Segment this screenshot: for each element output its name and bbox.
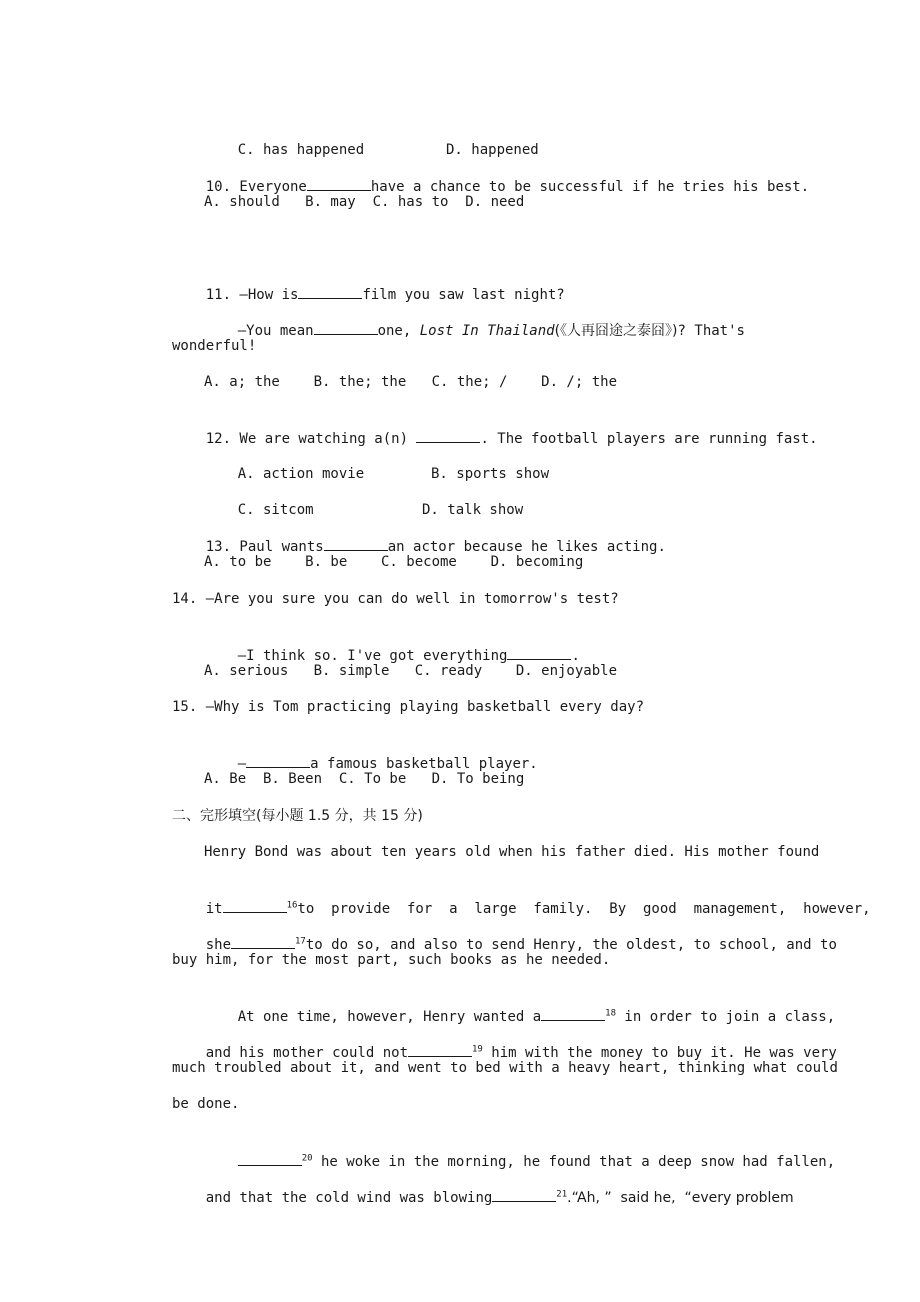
q15-options: A. Be B. Been C. To be D. To being (204, 771, 525, 787)
q12-options-ab: A. action movie B. sports show (237, 466, 550, 482)
passage-p2-line-2: and his mother could not $^{19}$ him with the money to buy it. He was very (172, 1022, 812, 1083)
film-title-en: Lost In Thailand (419, 323, 555, 339)
answer-blank[interactable] (507, 645, 571, 660)
blank-number: 16 (286, 900, 298, 911)
question-12: 12. We are watching a(n) . The football players are running fast. (172, 408, 812, 469)
question-10: 10. Everyone have a chance to be successful if he tries his best. (172, 156, 812, 217)
q12-options-cd: C. sitcom D. talk show (237, 502, 524, 518)
q11-line-3: wonderful! (172, 338, 257, 354)
answer-blank[interactable] (314, 320, 378, 335)
answer-blank[interactable] (324, 536, 388, 551)
blank-number: 21 (556, 1189, 568, 1200)
blank-number: 18 (605, 1008, 616, 1019)
q11-line-2: —You mean one, Lost In Thailand(《人再囧途之泰囧》)? That's (204, 300, 844, 361)
passage-p2-line-4: be done. (172, 1096, 240, 1112)
passage-p2-line-3: much troubled about it, and went to bed with a heavy heart, thinking what could (172, 1060, 838, 1076)
q9-option-d: D. happened (446, 142, 539, 158)
passage-p3-line-2: and that the cold wind was blowing $^{21}$.“Ah, ” said he, “every problem (172, 1167, 812, 1228)
answer-blank[interactable] (416, 428, 480, 443)
answer-blank[interactable] (246, 753, 310, 768)
cloze-blank-17[interactable] (231, 934, 295, 949)
passage-p1-line-2: it $^{16}$to provide for a large family. By good management, however, (172, 878, 812, 939)
section-heading: 二、完形填空(每小题 1.5 分，共 15 分) (172, 808, 423, 824)
q14-line-2: —I think so. I've got everything . (204, 625, 844, 686)
cloze-blank-21[interactable] (492, 1187, 556, 1202)
question-14: 14. —Are you sure you can do well in tomorrow's test? (172, 591, 619, 607)
question-13: 13. Paul wants an actor because he likes acting. (172, 516, 812, 577)
passage-p1-line-4: buy him, for the most part, such books as he needed. (172, 952, 611, 968)
film-title-cn: (《人再囧途之泰囧》) (554, 323, 678, 339)
cloze-blank-20[interactable] (238, 1151, 302, 1166)
q14-options: A. serious B. simple C. ready D. enjoyable (204, 663, 618, 679)
cloze-blank-18[interactable] (541, 1006, 605, 1021)
q15-line-2: — a famous basketball player. (204, 733, 844, 794)
blank-number: 19 (472, 1044, 483, 1055)
q13-options: A. to be B. be C. become D. becoming (204, 554, 584, 570)
q11-options: A. a; the B. the; the C. the; / D. /; the (204, 374, 618, 390)
blank-number: 20 (301, 1153, 313, 1164)
answer-blank[interactable] (298, 284, 362, 299)
answer-blank[interactable] (307, 176, 371, 191)
cloze-blank-19[interactable] (408, 1042, 472, 1057)
question-15: 15. —Why is Tom practicing playing basketball every day? (172, 699, 645, 715)
q9-option-c: C. has happened (237, 142, 365, 158)
passage-p2-line-1: At one time, however, Henry wanted a $^{18}$ in order to join a class, (204, 986, 844, 1047)
passage-p3-line-1: $^{20}$ he woke in the morning, he found that a deep snow had fallen, (204, 1131, 844, 1192)
passage-p1-line-1: Henry Bond was about ten years old when his father died. His mother found (204, 844, 820, 860)
cloze-blank-16[interactable] (223, 898, 287, 913)
q10-options: A. should B. may C. has to D. need (204, 194, 525, 210)
blank-number: 17 (295, 936, 306, 947)
question-11: 11. —How is film you saw last night? (172, 264, 812, 325)
passage-p1-line-3: she $^{17}$to do so, and also to send Henry, the oldest, to school, and to (172, 914, 812, 975)
